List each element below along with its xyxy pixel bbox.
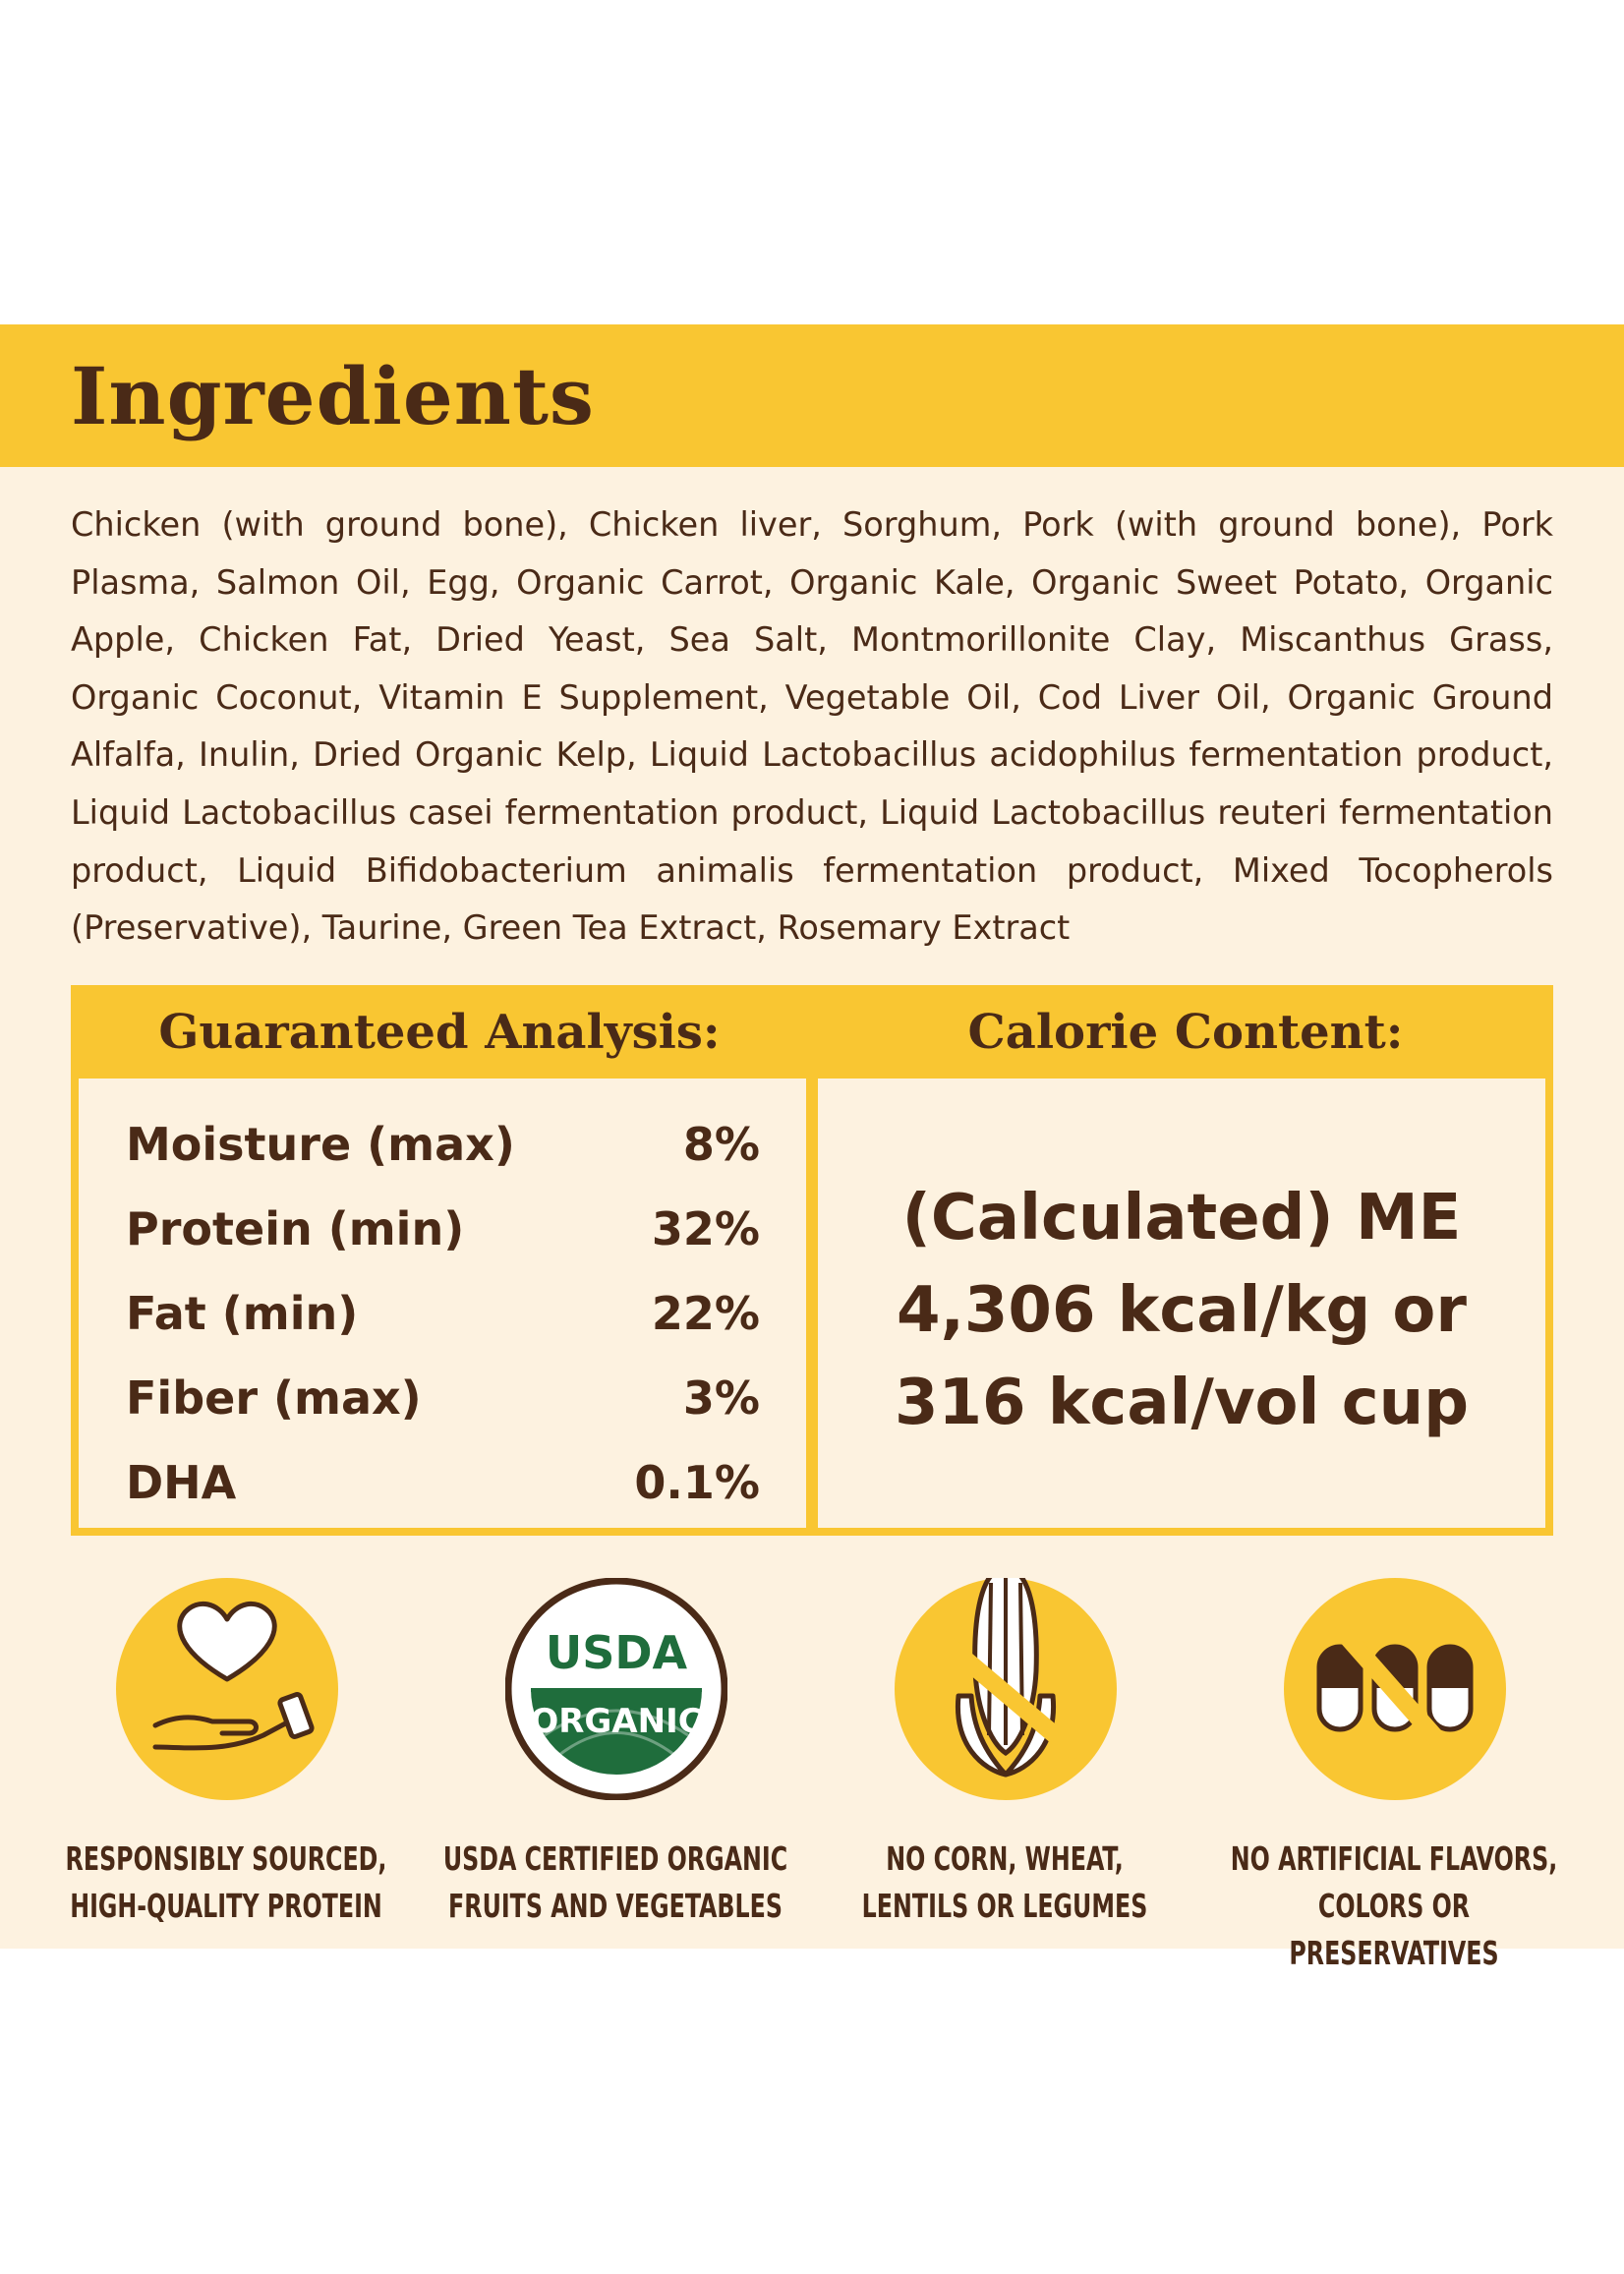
analysis-row <box>126 1187 760 1271</box>
analysis-label: Moisture (max) <box>126 1118 515 1171</box>
analysis-row <box>126 1102 760 1187</box>
analysis-label: Fiber (max) <box>126 1371 422 1425</box>
calorie-content-cell <box>818 1079 1545 1528</box>
badge-usda-organic <box>419 1578 812 1932</box>
calorie-line-2: 4,306 kcal/kg or <box>897 1274 1467 1347</box>
badge-label: NO ARTIFICIAL FLAVORS, COLORS OR PRESERVATIVES <box>1230 1839 1558 1972</box>
analysis-row <box>126 1440 760 1525</box>
no-corn-icon <box>895 1578 1117 1800</box>
ingredients-list: Chicken (with ground bone), Chicken liver, Sorghum, Pork (with ground bone), Pork Plasma, Salmon Oil, Egg, Organic Carrot, Organic Kale, Organic Sweet Potato, Organic Apple, Chicken Fat, Dried Yeast, Sea Salt, Montmorillonite Clay, Miscanthus Grass, Organic Coconut, Vitamin E Supplement, Vegetable Oil, Cod Liver Oil, Organic Ground Alfalfa, Inulin, Dried Organic Kelp, Liquid Lactobacillus acidophilus fermentation product, Liquid Lactobacillus casei fermentation product, Liquid Lactobacillus reuteri fermentation product, Liquid Bifidobacterium animalis fermentation product, Mixed Tocopherols (Preservative), Taurine, Green Tea Extract, Rosemary Extract <box>71 505 1553 948</box>
no-pills-icon <box>1284 1578 1506 1800</box>
analysis-value: 3% <box>682 1371 760 1425</box>
badge-label: RESPONSIBLY SOURCED, HIGH-QUALITY PROTEIN <box>65 1839 387 1925</box>
analysis-row <box>126 1271 760 1356</box>
guaranteed-analysis-heading: Guaranteed Analysis: <box>158 1004 721 1060</box>
organic-text: ORGANIC <box>530 1702 703 1741</box>
calorie-line-1: (Calculated) ME <box>901 1182 1462 1254</box>
badge-sourced-protein <box>29 1578 423 1932</box>
usda-organic-seal-icon <box>505 1578 727 1800</box>
analysis-label: Fat (min) <box>126 1287 359 1340</box>
usda-text: USDA <box>545 1626 688 1679</box>
ingredients-header-band <box>0 324 1624 467</box>
analysis-label: DHA <box>126 1456 237 1509</box>
calorie-content-heading: Calorie Content: <box>967 1004 1404 1060</box>
calorie-line-3: 316 kcal/vol cup <box>894 1367 1470 1439</box>
ingredients-title: Ingredients <box>71 350 595 442</box>
analysis-value: 32% <box>651 1202 760 1255</box>
heart-hand-icon <box>116 1578 338 1800</box>
analysis-value: 22% <box>651 1287 760 1340</box>
product-info-panel <box>0 324 1624 1972</box>
guaranteed-analysis-table <box>79 1079 806 1528</box>
analysis-row <box>126 1356 760 1440</box>
badge-no-artificial <box>1197 1578 1591 1972</box>
badge-label: NO CORN, WHEAT, LENTILS OR LEGUMES <box>861 1839 1148 1925</box>
analysis-value: 8% <box>682 1118 760 1171</box>
badge-no-corn <box>808 1578 1201 1932</box>
analysis-label: Protein (min) <box>126 1202 465 1255</box>
analysis-value: 0.1% <box>634 1456 760 1509</box>
calorie-text <box>818 1172 1545 1449</box>
badge-label: USDA CERTIFIED ORGANIC FRUITS AND VEGETABLES <box>442 1839 788 1925</box>
nutrition-box <box>71 985 1553 1536</box>
